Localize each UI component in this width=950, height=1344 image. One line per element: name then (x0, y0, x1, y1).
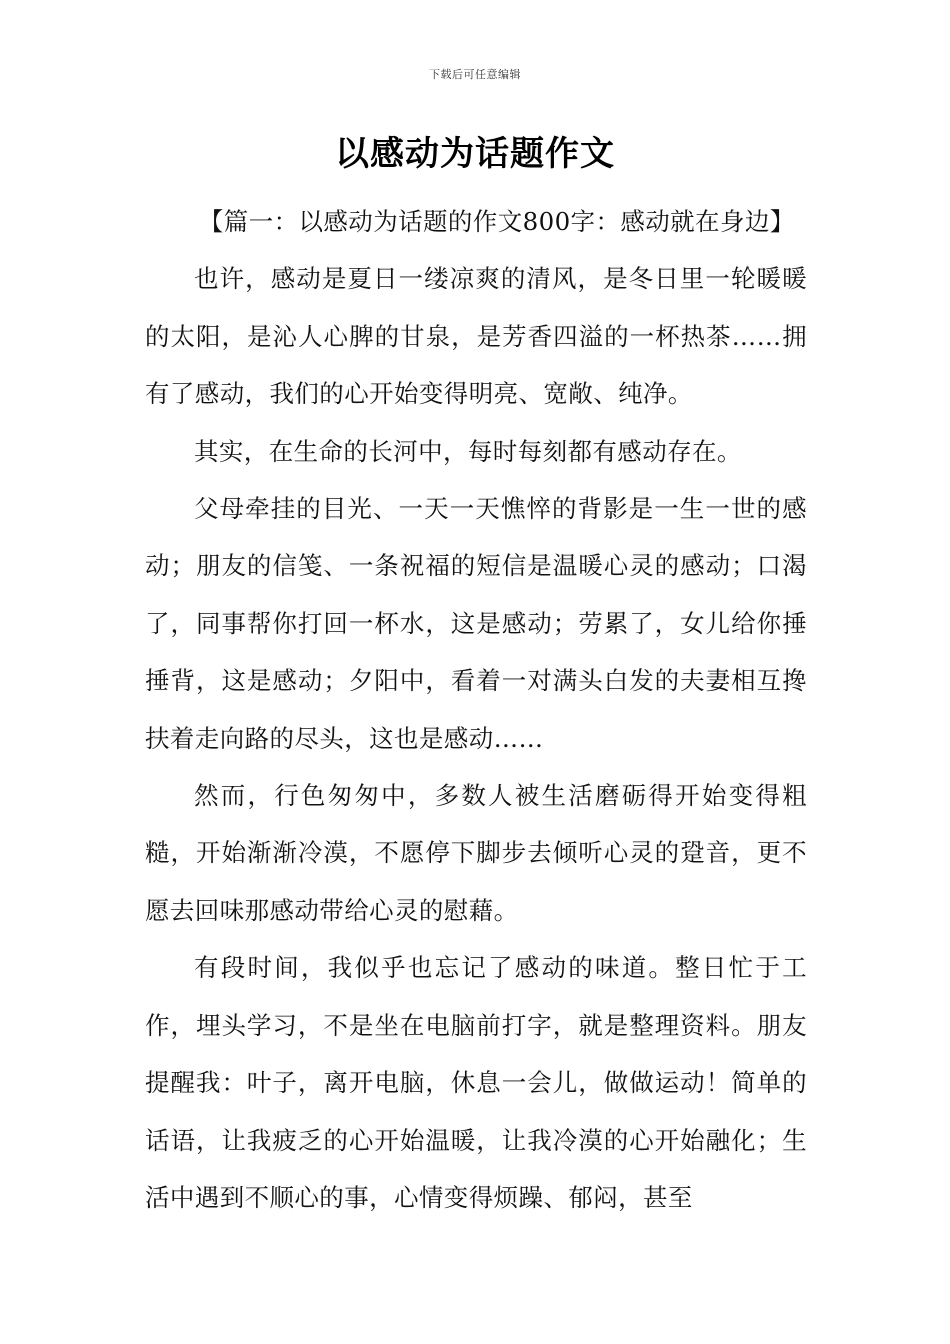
paragraph: 父母牵挂的目光、一天一天憔悴的背影是一生一世的感动；朋友的信笺、一条祝福的短信是温暖心灵的感动；口渴了，同事帮你打回一杯水，这是感动；劳累了，女儿给你捶捶背，这是感动；夕阳中，看着一对满头白发的夫妻相互搀扶着走向路的尽头，这也是感动…… (145, 494, 807, 753)
section-heading: 【篇一：以感动为话题的作文800字：感动就在身边】 (198, 207, 795, 236)
header-note: 下载后可任意编辑 (429, 68, 521, 81)
paragraph: 也许，感动是夏日一缕凉爽的清风，是冬日里一轮暖暖的太阳，是沁人心脾的甘泉，是芳香四溢的一杯热茶……拥有了感动，我们的心开始变得明亮、宽敞、纯净。 (145, 264, 807, 409)
paragraph: 有段时间，我似乎也忘记了感动的味道。整日忙于工作，埋头学习，不是坐在电脑前打字，就是整理资料。朋友提醒我：叶子，离开电脑，休息一会儿，做做运动！简单的话语，让我疲乏的心开始温暖，让我冷漠的心开始融化；生活中遇到不顺心的事，心情变得烦躁、郁闷，甚至 (145, 953, 807, 1212)
paragraph: 然而，行色匆匆中，多数人被生活磨砺得开始变得粗糙，开始渐渐冷漠，不愿停下脚步去倾听心灵的跫音，更不愿去回味那感动带给心灵的慰藉。 (145, 781, 807, 925)
document-body (145, 193, 807, 1226)
paragraph: 其实，在生命的长河中，每时每刻都有感动存在。 (194, 436, 742, 466)
document-title: 以感动为话题作文 (335, 134, 615, 174)
